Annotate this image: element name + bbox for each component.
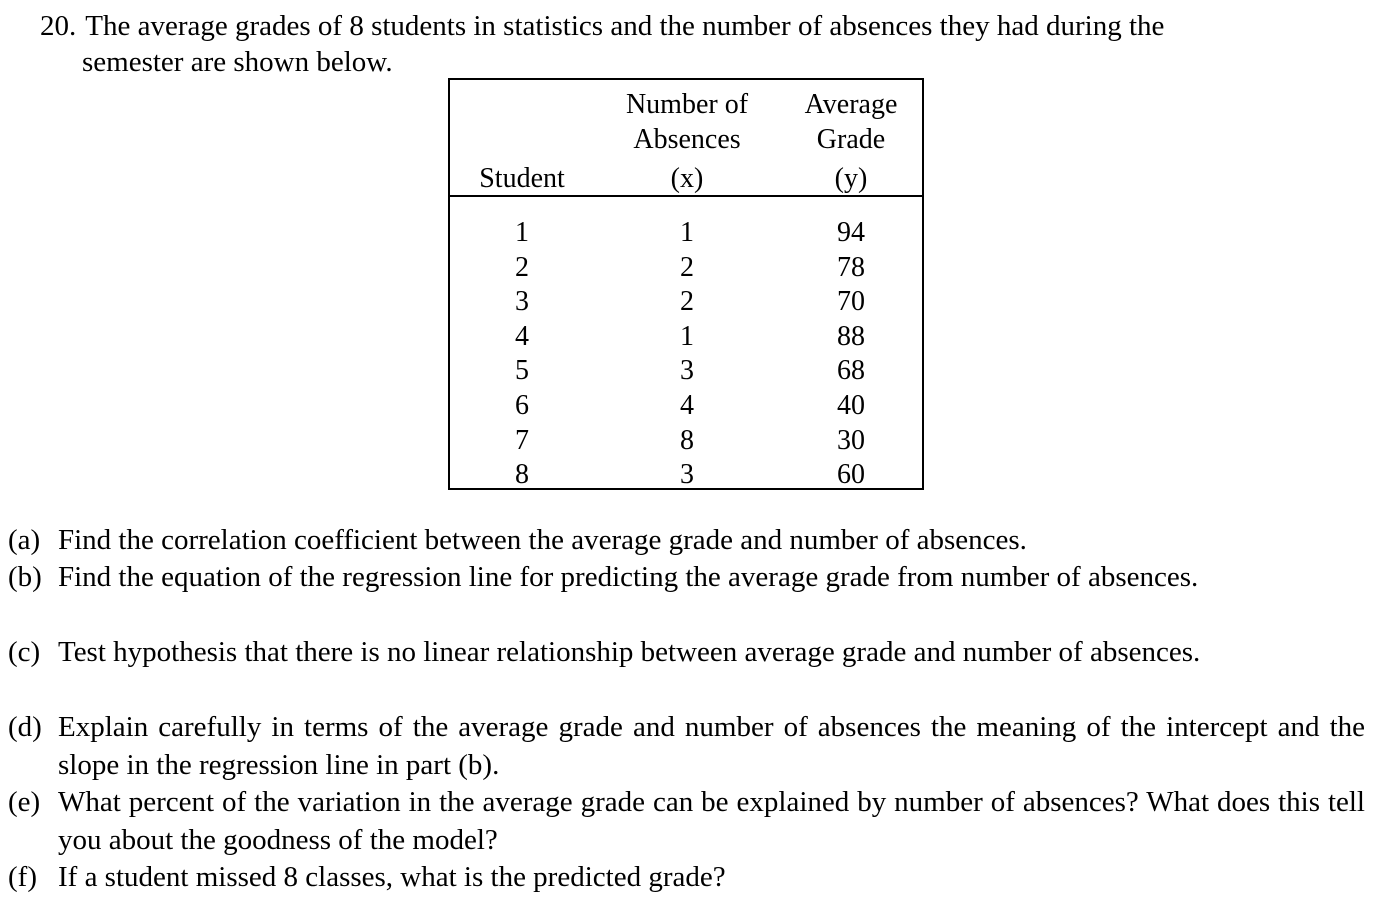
question-text: What percent of the variation in the average grade can be explained by number of absences? What does this tell you about the goodness of the model?: [58, 786, 1365, 856]
question-text: Explain carefully in terms of the average grade and number of absences the meaning of the intercept and the slope in the regression line in part (b).: [58, 711, 1365, 781]
header-grade-line2: Grade: [816, 124, 886, 155]
question-text: Find the equation of the regression line for predicting the average grade from number of absences.: [58, 561, 1199, 593]
cell-grade: 60: [837, 459, 865, 491]
table-body: [450, 216, 922, 493]
question-a: [8, 522, 1365, 560]
intro-line-1: [40, 8, 1164, 44]
cell-student: 7: [515, 424, 529, 456]
question-text: Test hypothesis that there is no linear relationship between average grade and number of absences.: [58, 636, 1201, 668]
cell-grade: 94: [837, 217, 865, 248]
cell-grade: 70: [837, 286, 865, 318]
question-label: (e): [8, 786, 41, 818]
cell-absences: 1: [680, 320, 694, 352]
table-row: [450, 216, 922, 251]
header-grade-line1: Average: [804, 89, 898, 120]
question-label: (b): [8, 561, 42, 593]
cell-absences: 3: [680, 355, 694, 387]
cell-absences: 8: [680, 424, 694, 456]
intro-line-2: semester are shown below.: [82, 46, 393, 78]
question-label: (a): [8, 524, 41, 556]
cell-student: 3: [515, 286, 529, 318]
cell-absences: 2: [680, 286, 694, 318]
cell-grade: 30: [837, 424, 865, 456]
table-row: [450, 458, 922, 493]
cell-grade: 40: [837, 389, 865, 421]
header-student: Student: [479, 163, 565, 194]
table-row: [450, 424, 922, 459]
question-c: [8, 634, 1365, 672]
intro-text-1: The average grades of 8 students in statistics and the number of absences they had during the: [85, 10, 1165, 42]
header-absences-line2: Absences: [633, 124, 741, 155]
question-f: [8, 859, 1365, 897]
cell-absences: 4: [680, 389, 694, 421]
header-y-symbol: (y): [834, 163, 868, 194]
problem-number: 20.: [40, 10, 77, 42]
cell-grade: 68: [837, 355, 865, 387]
cell-absences: 2: [680, 251, 694, 283]
data-table: [448, 78, 924, 490]
cell-student: 1: [515, 217, 529, 248]
question-e: [8, 784, 1365, 859]
cell-student: 4: [515, 320, 529, 352]
question-label: (c): [8, 636, 41, 668]
cell-student: 8: [515, 459, 529, 491]
header-absences-line1: Number of: [625, 89, 749, 120]
question-label: (f): [8, 861, 37, 893]
cell-student: 6: [515, 389, 529, 421]
table-row: [450, 320, 922, 355]
question-label: (d): [8, 711, 42, 743]
cell-grade: 88: [837, 320, 865, 352]
table-row: [450, 354, 922, 389]
cell-absences: 3: [680, 459, 694, 491]
cell-student: 2: [515, 251, 529, 283]
table-row: [450, 389, 922, 424]
table-row: [450, 285, 922, 320]
question-text: If a student missed 8 classes, what is the predicted grade?: [58, 861, 726, 893]
question-b: [8, 559, 1365, 597]
header-divider: [450, 195, 922, 197]
cell-absences: 1: [680, 217, 694, 248]
question-d: [8, 709, 1365, 784]
header-x-symbol: (x): [670, 163, 704, 194]
cell-grade: 78: [837, 251, 865, 283]
cell-student: 5: [515, 355, 529, 387]
question-text: Find the correlation coefficient between the average grade and number of absences.: [58, 524, 1027, 556]
table-row: [450, 251, 922, 286]
